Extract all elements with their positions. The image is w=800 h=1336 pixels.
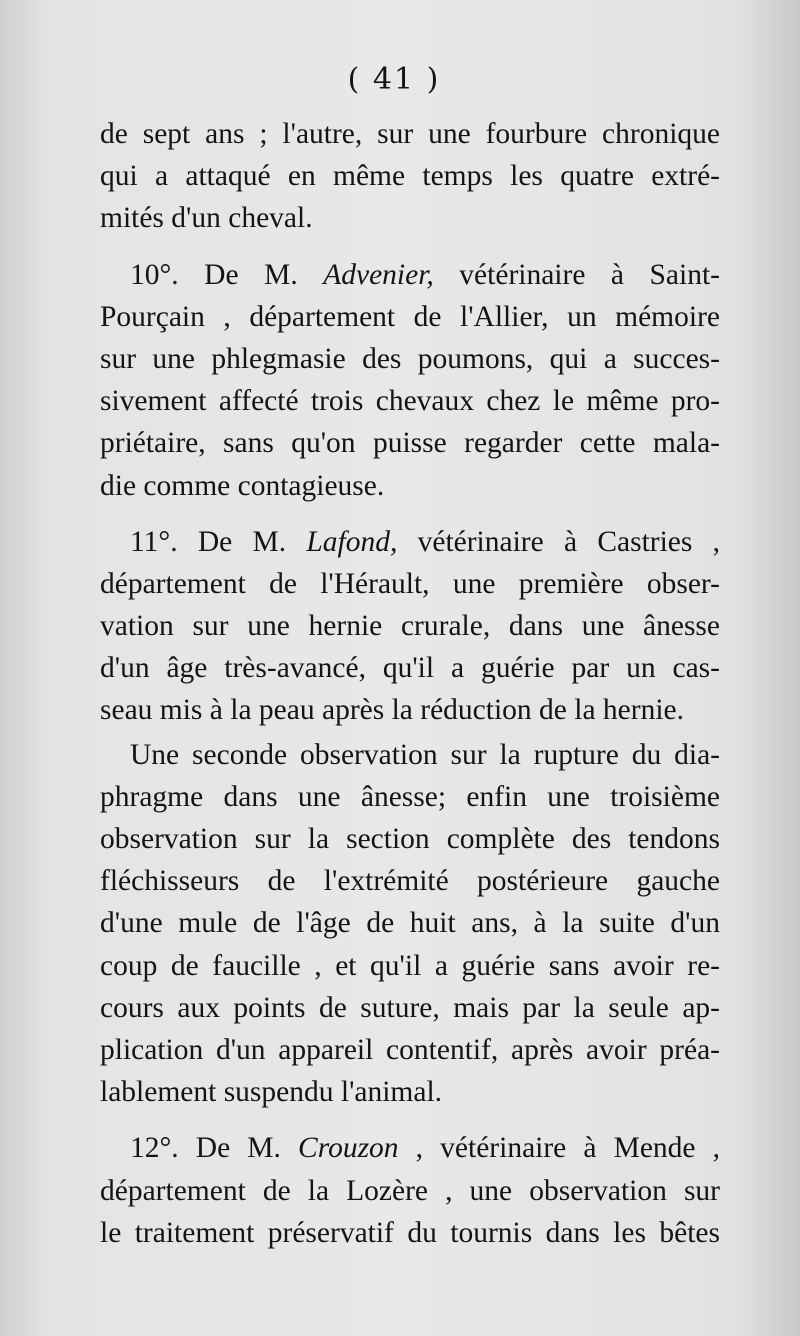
- text-line: mités d'un cheval.: [100, 202, 313, 235]
- text-line: qui a attaqué en même temps les quatre extré-: [100, 160, 720, 193]
- text-line: priétaire, sans qu'on puisse regarder cette mala-: [100, 427, 720, 460]
- text-line: seau mis à la peau après la réduction de la hernie.: [100, 694, 685, 727]
- text-line: sivement affecté trois chevaux chez le même pro-: [100, 385, 720, 418]
- paragraph: [100, 734, 720, 1114]
- text-line: 11°. De M. Lafond, vétérinaire à Castries ,: [130, 525, 720, 558]
- text-line: 12°. De M. Crouzon , vétérinaire à Mende ,: [130, 1132, 720, 1165]
- text-line: cours aux points de suture, mais par la seule ap-: [100, 991, 720, 1024]
- text-line: d'une mule de l'âge de huit ans, à la suite d'un: [100, 907, 720, 940]
- text-line: observation sur la section complète des tendons: [100, 823, 720, 855]
- text-line: phragme dans une ânesse; enfin une troisième: [100, 780, 720, 813]
- person-name: Crouzon: [298, 1132, 399, 1165]
- text-line: 10°. De M. Advenier, vétérinaire à Saint-: [130, 258, 720, 291]
- text-line: département de la Lozère , une observation sur: [100, 1174, 720, 1207]
- text-line: département de l'Hérault, une première obser-: [100, 567, 720, 600]
- text-line: Une seconde observation sur la rupture du dia-: [130, 738, 720, 771]
- person-name: Lafond,: [306, 525, 398, 558]
- page-number: ( 41 ): [347, 62, 441, 97]
- text-line: fléchisseurs de l'extrémité postérieure gauche: [100, 865, 720, 898]
- text-line: Pourçain , département de l'Allier, un mémoire: [100, 300, 720, 333]
- person-name: Advenier,: [323, 258, 434, 291]
- paragraph: [100, 113, 720, 240]
- text-line: sur une phlegmasie des poumons, qui a succes-: [100, 342, 720, 375]
- text-line: lablement suspendu l'animal.: [100, 1076, 443, 1109]
- paragraph: [100, 521, 720, 732]
- text-line: de sept ans ; l'autre, sur une fourbure chronique: [100, 118, 720, 150]
- text-line: die comme contagieuse.: [100, 469, 385, 502]
- text-line: plication d'un appareil contentif, après avoir préa-: [100, 1033, 720, 1066]
- page-body: [100, 113, 720, 1254]
- text-line: vation sur une hernie crurale, dans une ânesse: [100, 610, 720, 643]
- paragraph: [100, 254, 720, 507]
- paragraph: [100, 1127, 720, 1254]
- text-line: d'un âge très-avancé, qu'il a guérie par un cas-: [100, 652, 720, 685]
- text-line: le traitement préservatif du tournis dans les bêtes: [100, 1216, 720, 1249]
- text-line: coup de faucille , et qu'il a guérie sans avoir re-: [100, 949, 720, 982]
